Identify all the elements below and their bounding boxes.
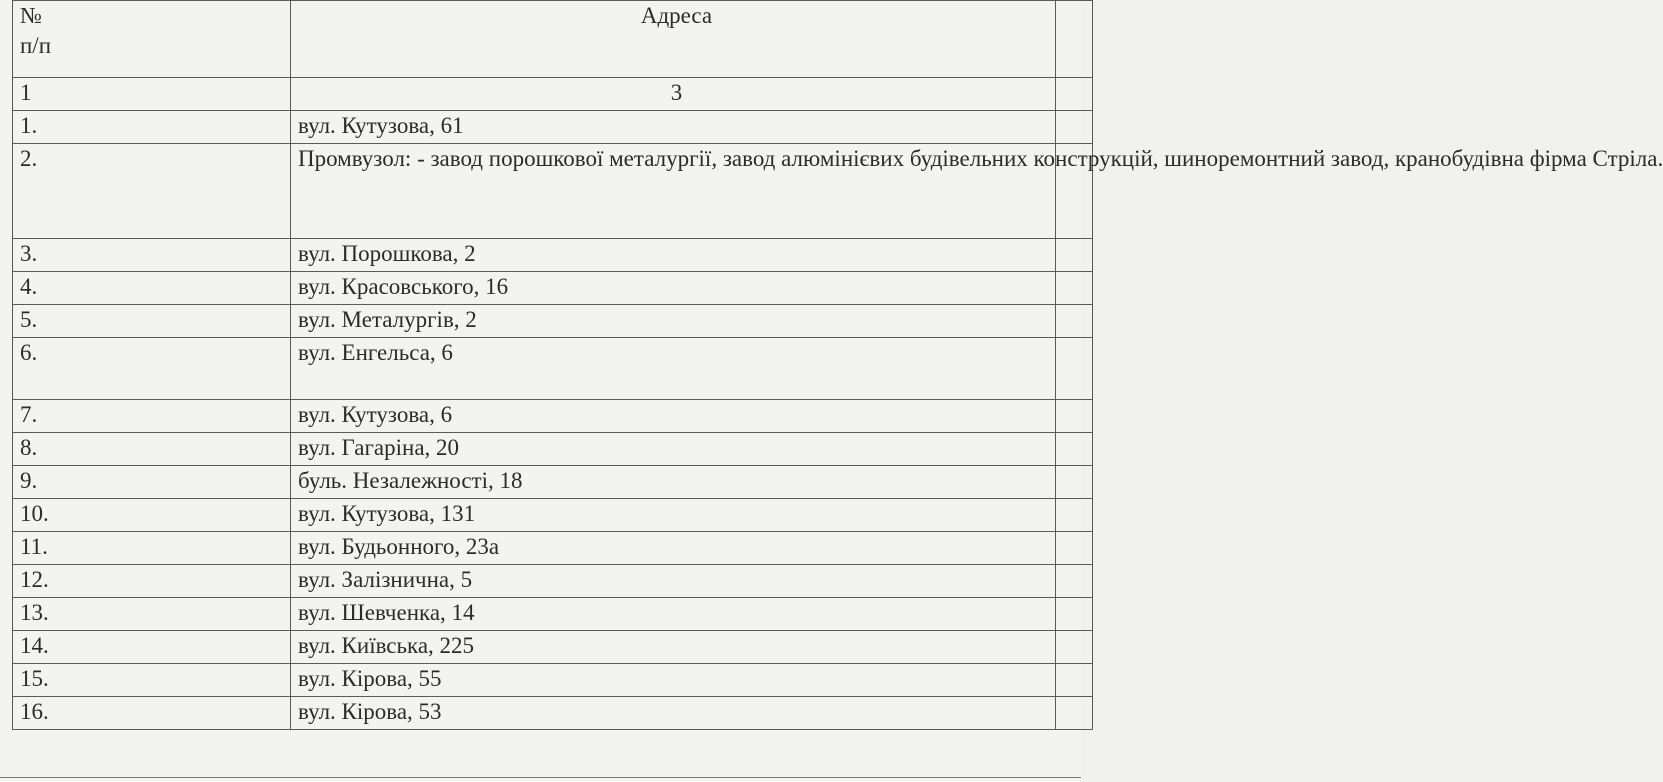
header-number-sublabel: п/п [20,33,52,58]
table-header-row [13,1,1093,78]
row-address: вул. Порошкова, 2 [291,239,1056,272]
row-address: вул. Будьонного, 23а [291,532,1056,565]
table-row [13,400,1093,433]
row-extra-cell [1056,664,1093,697]
table-row [13,338,1093,400]
table-row [13,697,1093,730]
table-row [13,144,1093,239]
table-row [13,631,1093,664]
row-address: вул. Кутузова, 131 [291,499,1056,532]
row-extra-cell [1056,272,1093,305]
row-extra-cell [1056,400,1093,433]
column-number-1: 1 [13,78,291,111]
row-number: 6. [13,338,291,400]
page-bottom-rule [0,777,1081,778]
row-number: 2. [13,144,291,239]
row-number: 10. [13,499,291,532]
row-number: 15. [13,664,291,697]
row-extra-cell [1056,338,1093,400]
row-extra-cell [1056,631,1093,664]
row-address: вул. Металургів, 2 [291,305,1056,338]
table-row [13,466,1093,499]
table-row [13,111,1093,144]
row-number: 16. [13,697,291,730]
row-number: 5. [13,305,291,338]
row-extra-cell [1056,697,1093,730]
row-extra-cell [1056,499,1093,532]
table-row [13,272,1093,305]
row-extra-cell [1056,532,1093,565]
row-number: 12. [13,565,291,598]
table-row [13,532,1093,565]
address-table [12,0,1663,730]
row-number: 14. [13,631,291,664]
row-number: 7. [13,400,291,433]
header-number-cell [13,1,291,78]
row-address: вул. Красовського, 16 [291,272,1056,305]
row-number: 8. [13,433,291,466]
row-extra-cell [1056,466,1093,499]
row-address: буль. Незалежності, 18 [291,466,1056,499]
row-number: 4. [13,272,291,305]
header-address-cell: Адреса [291,1,1056,78]
header-number-label: № [20,3,42,28]
header-extra-cell [1056,1,1093,78]
row-extra-cell [1056,433,1093,466]
row-address: вул. Кутузова, 6 [291,400,1056,433]
row-address: вул. Київська, 225 [291,631,1056,664]
row-extra-cell [1056,305,1093,338]
row-extra-cell [1056,565,1093,598]
row-extra-cell [1056,598,1093,631]
table-row [13,598,1093,631]
row-number: 11. [13,532,291,565]
column-number-extra [1056,78,1093,111]
row-number: 3. [13,239,291,272]
row-address: вул. Енгельса, 6 [291,338,1056,400]
column-number-3: 3 [291,78,1056,111]
row-address: Промвузол: - завод порошкової металургії, завод алюмінієвих будівельних конструкцій, шиноремонтний завод, кранобудівна фірма Стріла. [291,144,1056,239]
table-row [13,664,1093,697]
row-number: 13. [13,598,291,631]
table-row [13,565,1093,598]
row-address: вул. Гагаріна, 20 [291,433,1056,466]
row-number: 1. [13,111,291,144]
row-address: вул. Шевченка, 14 [291,598,1056,631]
row-address: вул. Кутузова, 61 [291,111,1056,144]
table-row [13,499,1093,532]
row-extra-cell [1056,111,1093,144]
row-address: вул. Кірова, 53 [291,697,1056,730]
column-number-row [13,78,1093,111]
row-extra-cell [1056,239,1093,272]
table-row [13,433,1093,466]
table-row [13,305,1093,338]
table-row [13,239,1093,272]
row-number: 9. [13,466,291,499]
row-address: вул. Залізнична, 5 [291,565,1056,598]
row-address: вул. Кірова, 55 [291,664,1056,697]
